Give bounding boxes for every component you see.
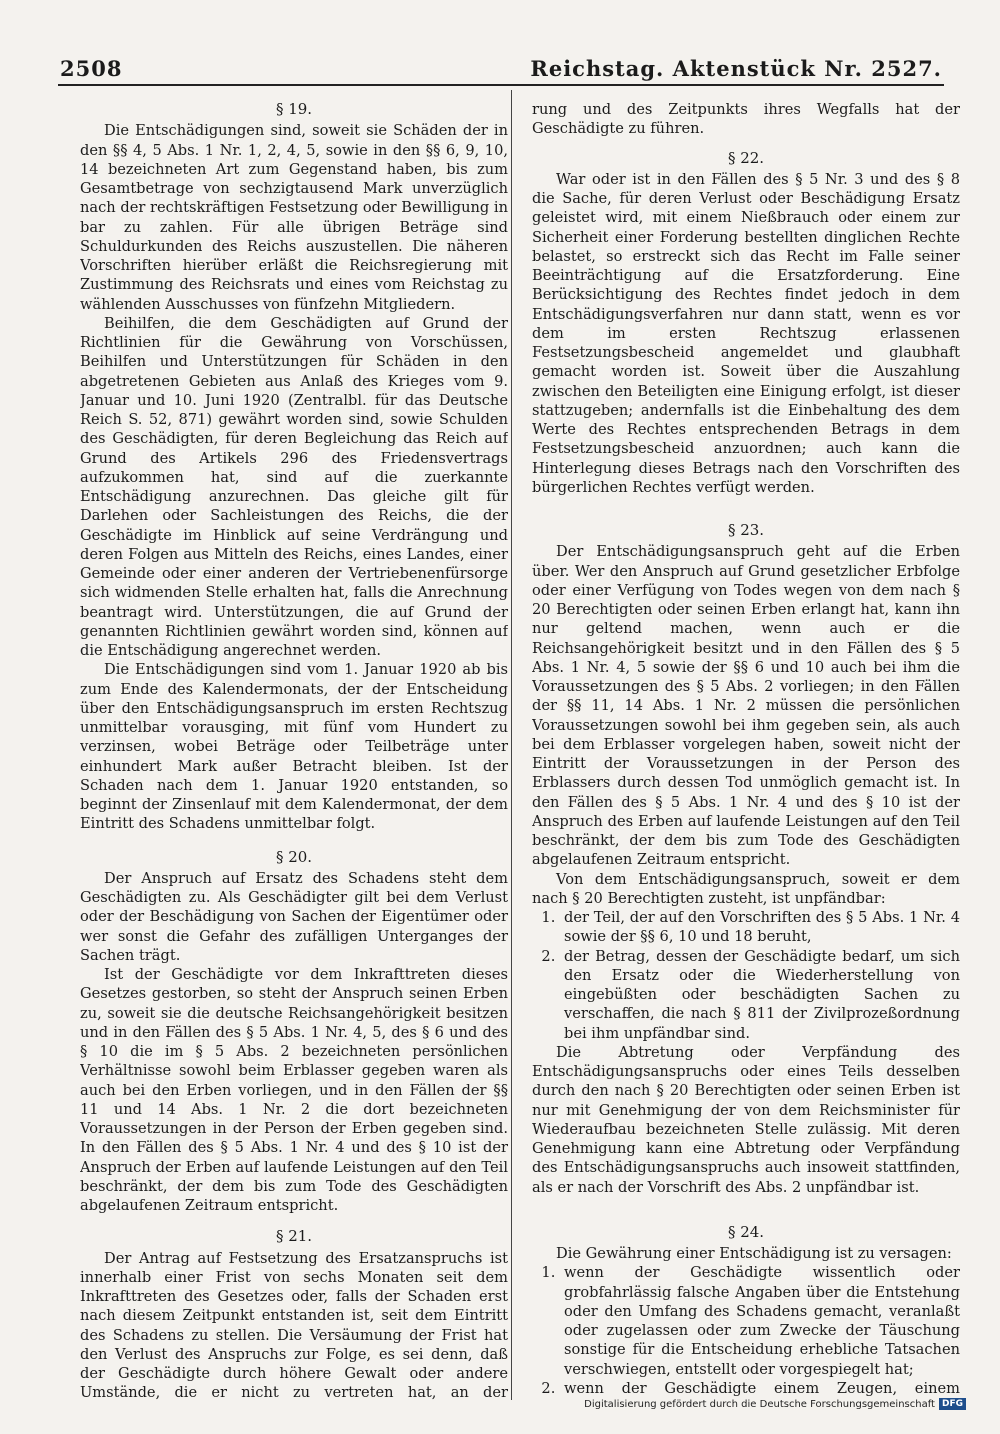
paragraph-24-1: Die Gewährung einer Entschädigung ist zu versagen:	[556, 1245, 952, 1262]
paragraph-23-2: Von dem Entschädigungsanspruch, soweit er dem nach § 20 Berechtigten zusteht, ist unpfändbar:	[532, 870, 960, 907]
list-item-23-1: 1. der Teil, der auf den Vorschriften des § 5 Abs. 1 Nr. 4 sowie der §§ 6, 10 und 18 beruht,	[560, 908, 960, 947]
paragraph-19-3: Die Entschädigungen sind vom 1. Januar 1920 ab bis zum Ende des Kalendermonats, der der Entscheidung über den Entschädigungsanspruch im ersten Rechtszug unmittelbar vorausging, mit fünf vom Hundert zu verzinsen, wobei Beträge oder Teilbeträge unter einhundert Mark außer Betracht bleiben. Ist der Schaden nach dem 1. Januar 1920 entstanden, so beginnt der Zinsenlauf mit dem Kalendermonat, der dem Eintritt des Schadens unmittelbar folgt.	[80, 661, 508, 833]
section-heading-19: § 19.	[275, 100, 313, 118]
header-rule	[58, 84, 944, 86]
paragraph-21-continuation: rung und des Zeitpunkts ihres Wegfalls hat der Geschädigte zu führen.	[532, 101, 960, 138]
paragraph-19-2: Beihilfen, die dem Geschädigten auf Grund der Richtlinien für die Gewährung von Vorschüssen, Beihilfen und Unterstützungen für Schäden in den abgetretenen Gebieten aus Anlaß des Krieges vom 9. Januar und 10. Juni 1920 (Zentralbl. für das Deutsche Reich S. 52, 871) gewährt worden sind, sowie Schulden des Geschädigten, für deren Begleichung das Reich auf Grund des Artikels 296 des Friedensvertrags aufzukommen hat, sind auf die zuerkannte Entschädigung anzurechnen. Das gleiche gilt für Darlehen oder Sachleistungen des Reichs, die der Geschädigte im Hinblick auf seine Verdrängung und deren Folgen aus Mitteln des Reichs, eines Landes, einer Gemeinde oder einer anderen der Vertriebenenfürsorge sich widmenden Stelle erhalten hat, falls die Anrechnung beantragt wird. Unterstützungen, die auf Grund der genannten Richtlinien gewährt worden sind, können auf die Entschädigung angerechnet werden.	[80, 314, 508, 659]
footer-credit	[584, 1398, 966, 1410]
column-divider	[511, 90, 512, 1400]
running-title: Reichstag. Aktenstück Nr. 2527.	[530, 56, 942, 81]
paragraph-21-1: Der Antrag auf Festsetzung des Ersatzanspruchs ist innerhalb einer Frist von sechs Monaten seit dem Inkrafttreten des Gesetzes oder, falls der Schaden erst nach diesem Zeitpunkt entstanden ist, seit dem Eintritt des Schadens zu stellen. Die Versäumung der Frist hat den Verlust des Anspruchs zur Folge, es sei denn, daß der Geschädigte durch höhere Gewalt oder andere Umstände, die er nicht zu vertreten hat, an der	[80, 1249, 508, 1400]
section-heading-21: § 21.	[275, 1227, 313, 1246]
section-heading-23: § 23.	[727, 521, 765, 539]
list-item-24-2: 2. wenn der Geschädigte einem Zeugen, einem	[560, 1379, 960, 1400]
section-heading-22: § 22.	[727, 148, 765, 167]
dfg-logo: DFG	[939, 1398, 966, 1410]
paragraph-20-1: Der Anspruch auf Ersatz des Schadens steht dem Geschädigten zu. Als Geschädigter gilt bei dem Verlust oder der Beschädigung von Sachen der Eigentümer oder wer sonst die Gefahr des zufälligen Unterganges der Sachen trägt.	[80, 869, 508, 964]
paragraph-22-1: War oder ist in den Fällen des § 5 Nr. 3 und des § 8 die Sache, für deren Verlust oder Beschädigung Ersatz geleistet wird, mit einem Nießbrauch oder einem zur Sicherheit einer Forderung bestellten dinglichen Rechte belastet, so erstreckt sich das Recht im Falle seiner Beeinträchtigung auf die Ersatzforderung. Eine Berücksichtigung des Rechtes findet jedoch in dem Entschädigungsverfahren nur dann statt, wenn es vor dem im ersten Rechtszug erlassenen Festsetzungsbescheid angemeldet und glaubhaft gemacht worden ist. Soweit über die Auszahlung zwischen den Beteiligten eine Einigung erfolgt, ist dieser stattzugeben; andernfalls ist die Einbehaltung des dem Werte des Rechtes entsprechenden Betrags in dem Festsetzungsbescheid anzuordnen; auch kann die Hinterlegung dieses Betrags nach den Vorschriften des bürgerlichen Rechtes verfügt werden.	[532, 170, 960, 496]
list-24	[532, 1263, 960, 1400]
left-column	[80, 100, 508, 1400]
paragraph-23-1: Der Entschädigungsanspruch geht auf die Erben über. Wer den Anspruch auf Grund gesetzlicher Erbfolge oder einer Verfügung von Todes wegen von dem nach § 20 Berechtigten oder seinen Erben erlangt hat, kann ihn nur geltend machen, wenn auch er die Reichsangehörigkeit besitzt und in den Fällen des § 5 Abs. 1 Nr. 4, 5 sowie der §§ 6 und 10 auch bei ihm die Voraussetzungen des § 5 Abs. 2 vorliegen; in den Fällen der §§ 11, 14 Abs. 1 Nr. 2 müssen die persönlichen Voraussetzungen sowohl bei ihm gegeben sein, als auch bei dem Erblasser vorgelegen haben, soweit nicht der Eintritt der Voraussetzungen in der Person des Erblassers durch dessen Tod unmöglich gemacht ist. In den Fällen des § 5 Abs. 1 Nr. 4 und des § 10 ist der Anspruch des Erben auf laufende Leistungen auf den Teil beschränkt, der dem bis zum Tode des Geschädigten abgelaufenen Zeitraum entspricht.	[532, 543, 960, 869]
page-number: 2508	[60, 56, 123, 81]
list-23	[532, 908, 960, 1043]
section-heading-20: § 20.	[275, 847, 313, 866]
paragraph-23-3: Die Abtretung oder Verpfändung des Entschädigungsanspruchs oder eines Teils desselben durch den nach § 20 Berechtigten oder seinen Erben ist nur mit Genehmigung der von dem Reichsminister für Wiederaufbau bezeichneten Stelle zulässig. Mit deren Genehmigung kann eine Abtretung oder Verpfändung des Entschädigungsanspruchs auch insoweit stattfinden, als er nach der Vorschrift des Abs. 2 unpfändbar ist.	[532, 1043, 960, 1196]
paragraph-19-1: Die Entschädigungen sind, soweit sie Schäden der in den §§ 4, 5 Abs. 1 Nr. 1, 2, 4, 5, sowie in den §§ 6, 9, 10, 14 bezeichneten Art zum Gegenstand haben, bis zum Gesamtbetrage von sechzigtausend Mark unverzüglich nach der rechtskräftigen Festsetzung oder Bewilligung in bar zu zahlen. Für alle übrigen Beträge sind Schuldurkunden des Reichs auszustellen. Die näheren Vorschriften hierüber erläßt die Reichsregierung mit Zustimmung des Reichsrats und eines vom Reichstag zu wählenden Ausschusses von fünfzehn Mitgliedern.	[80, 122, 508, 313]
list-item-24-1: 1. wenn der Geschädigte wissentlich oder grobfahrlässig falsche Angaben über die Entstehung oder den Umfang des Schadens gemacht, veranlaßt oder zugelassen oder zum Zwecke der Täuschung sonstige für die Entscheidung erhebliche Tatsachen verschwiegen, entstellt oder vorgespiegelt hat;	[560, 1263, 960, 1379]
page-header	[60, 56, 942, 86]
list-item-23-2: 2. der Betrag, dessen der Geschädigte bedarf, um sich den Ersatz oder die Wiederherstellung von eingebüßten oder beschädigten Sachen zu verschaffen, die nach § 811 der Zivilprozeßordnung bei ihm unpfändbar sind.	[560, 947, 960, 1043]
right-column	[532, 100, 960, 1400]
footer-credit-text: Digitalisierung gefördert durch die Deutsche Forschungsgemeinschaft	[584, 1398, 935, 1410]
section-heading-24: § 24.	[727, 1222, 765, 1241]
paragraph-20-2: Ist der Geschädigte vor dem Inkrafttreten dieses Gesetzes gestorben, so steht der Anspruch seinen Erben zu, soweit sie die deutsche Reichsangehörigkeit besitzen und in den Fällen des § 5 Abs. 1 Nr. 4, 5, des § 6 und des § 10 die im § 5 Abs. 2 bezeichneten persönlichen Verhältnisse sowohl beim Erblasser gegeben waren als auch bei den Erben vorliegen, und in den Fällen der §§ 11 und 14 Abs. 1 Nr. 2 die dort bezeichneten Voraussetzungen in der Person der Erben gegeben sind. In den Fällen des § 5 Abs. 1 Nr. 4 und des § 10 ist der Anspruch der Erben auf laufende Leistungen auf den Teil beschränkt, der dem bis zum Tode des Geschädigten abgelaufenen Zeitraum entspricht.	[80, 966, 508, 1214]
